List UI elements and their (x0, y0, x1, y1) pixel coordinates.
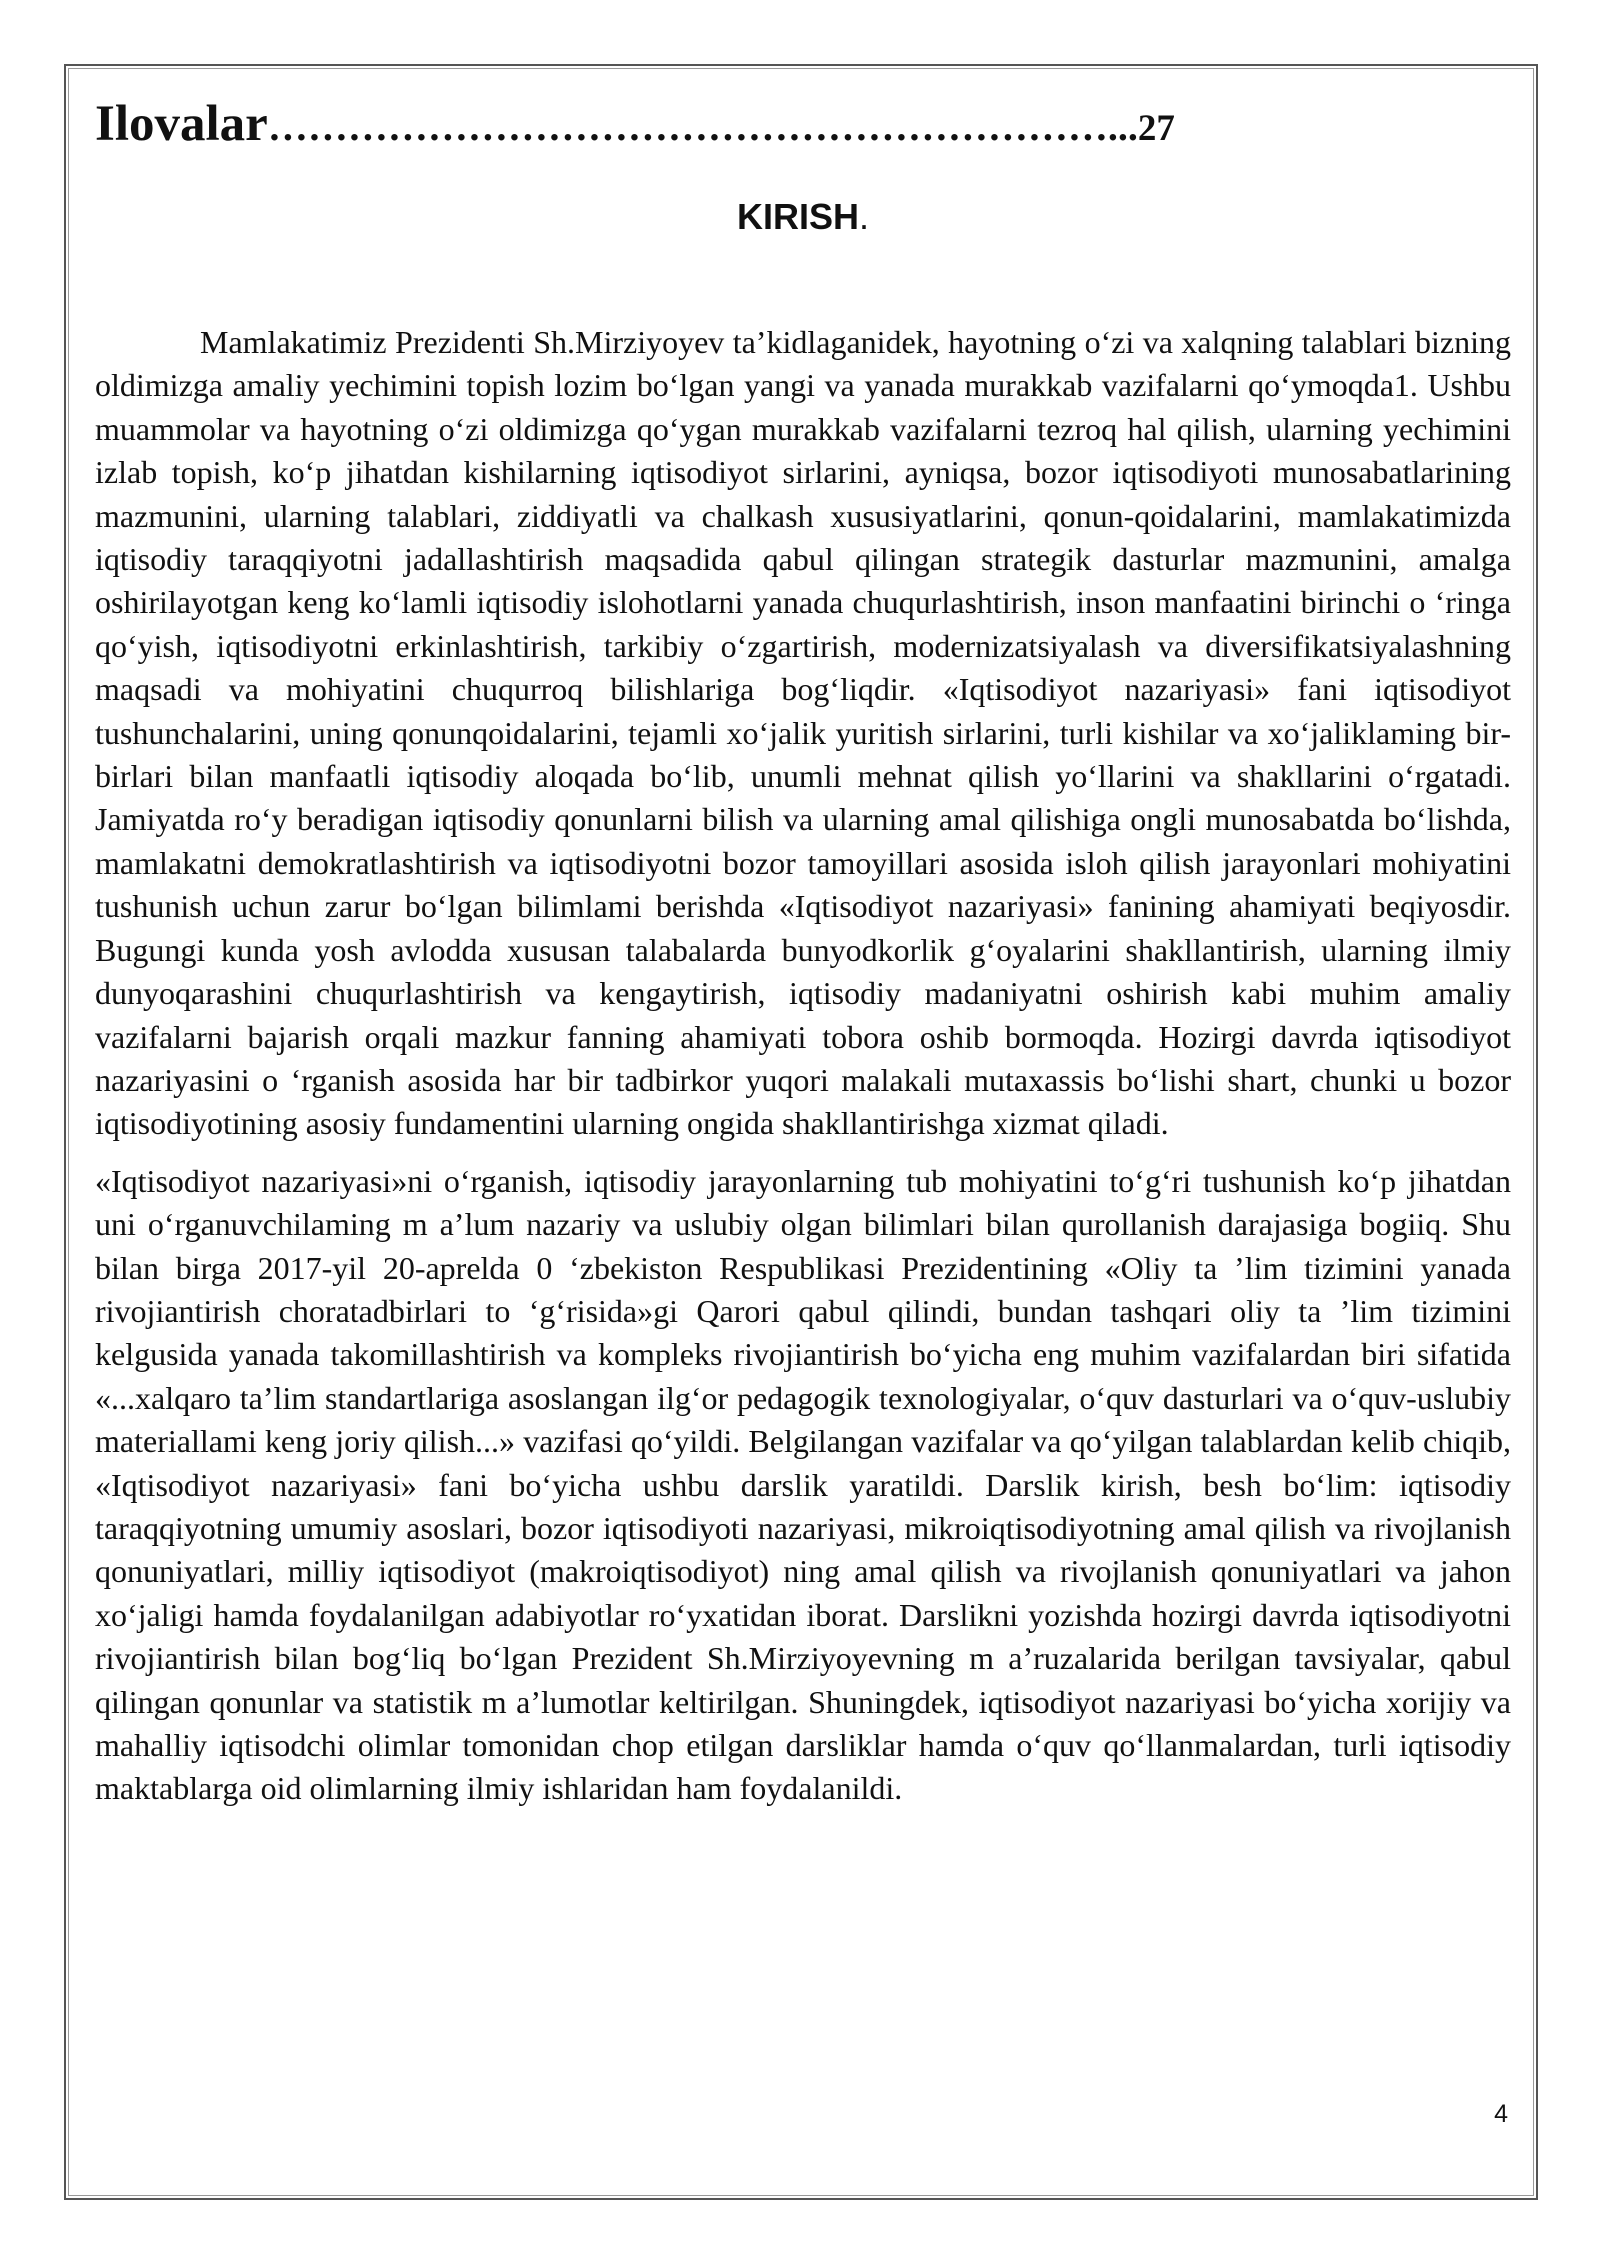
paragraph-2: «Iqtisodiyot nazariyasi»ni o‘rganish, iqtisodiy jarayonlarning tub mohiyatini to‘g‘ri tushunish ko‘p jihatdan uni o‘rganuvchilaming m a’lum nazariy va uslubiy olgan bilimlari bilan qurollanish darajasiga bogiiq. Shu bilan birga 2017-yil 20-aprelda 0 ‘zbekiston Respublikasi Prezidentining «Oliy ta ’lim tizimini yanada rivojiantirish choratadbirlari to ‘g‘risida»gi Qarori qabul qilindi, bundan tashqari oliy ta ’lim tizimini kelgusida yanada takomillashtirish va kompleks rivojiantirish bo‘yicha eng muhim vazifalardan biri sifatida «...xalqaro ta’lim standartlariga asoslangan ilg‘or pedagogik texnologiyalar, o‘quv dasturlari va o‘quv-uslubiy materiallami keng joriy qilish...» vazifasi qo‘yildi. Belgilangan vazifalar va qo‘yilgan talablardan kelib chiqib, «Iqtisodiyot nazariyasi» fani bo‘yicha ushbu darslik yaratildi. Darslik kirish, besh bo‘lim: iqtisodiy taraqqiyotning umumiy asoslari, bozor iqtisodiyoti nazariyasi, mikroiqtisodiyotning amal qilish va rivojlanish qonuniyatlari, milliy iqtisodiyot (makroiqtisodiyot) ning amal qilish va rivojlanish qonuniyatlari va jahon xo‘jaligi hamda foydalanilgan adabiyotlar ro‘yxatidan iborat. Darslikni yozishda hozirgi davrda iqtisodiyotni rivojiantirish bilan bog‘liq bo‘lgan Prezident Sh.Mirziyoyevning m a’ruzalarida berilgan tavsiyalar, qabul qilingan qonunlar va statistik m a’lumotlar keltirilgan. Shuningdek, iqtisodiyot nazariyasi bo‘yicha xorijiy va mahalliy iqtisodchi olimlar tomonidan chop etilgan darsliklar hamda o‘quv qo‘llanmalardan, turli iqtisodiy maktablarga oid olimlarning ilmiy ishlaridan ham foydalanildi. (95, 1162, 1511, 1807)
section-heading-punctuation: . (859, 196, 870, 237)
toc-entry-ilovalar[interactable] (95, 95, 1495, 153)
toc-leader-dots: ………………………………………………………... (267, 104, 1138, 149)
toc-entry-title: Ilovalar (95, 96, 268, 152)
paragraph-1: Mamlakatimiz Prezidenti Sh.Mirziyoyev ta’kidlaganidek, hayotning o‘zi va xalqning talablari bizning oldimizga amaliy yechimini topish lozim bo‘lgan yangi va yanada murakkab vazifalarni qo‘ymoqda1. Ushbu muammolar va hayotning o‘zi oldimizga qo‘ygan murakkab vazifalarni tezroq hal qilish, ularning yechimini izlab topish, ko‘p jihatdan kishilarning iqtisodiyot sirlarini, ayniqsa, bozor iqtisodiyoti munosabatlarining mazmunini, ularning talablari, ziddiyatli va chalkash xususiyatlarini, qonun-qoidalarini, mamlakatimizda iqtisodiy taraqqiyotni jadallashtirish maqsadida qabul qilingan strategik dasturlar mazmunini, amalga oshirilayotgan keng ko‘lamli iqtisodiy islohotlarni yanada chuqurlashtirish, inson manfaatini birinchi o ‘ringa qo‘yish, iqtisodiyotni erkinlashtirish, tarkibiy o‘zgartirish, modernizatsiyalash va diversifikatsiyalashning maqsadi va mohiyatini chuqurroq bilishlariga bog‘liqdir. «Iqtisodiyot nazariyasi» fani iqtisodiyot tushunchalarini, uning qonunqoidalarini, tejamli xo‘jalik yuritish sirlarini, turli kishilar va xo‘jaliklaming bir-birlari bilan manfaatli iqtisodiy aloqada bo‘lib, unumli mehnat qilish yo‘llarini va shakllarini o‘rgatadi. Jamiyatda ro‘y beradigan iqtisodiy qonunlarni bilish va ularning amal qilishiga ongli munosabatda bo‘lishda, mamlakatni demokratlashtirish va iqtisodiyotni bozor tamoyillari asosida isloh qilish jarayonlari mohiyatini tushunish uchun zarur bo‘lgan bilimlami berishda «Iqtisodiyot nazariyasi» fanining ahamiyati beqiyosdir. Bugungi kunda yosh avlodda xususan talabalarda bunyodkorlik g‘oyalarini shakllantirish, ularning ilmiy dunyoqarashini chuqurlashtirish va kengaytirish, iqtisodiy madaniyatni oshirish kabi muhim amaliy vazifalarni bajarish orqali mazkur fanning ahamiyati tobora oshib bormoqda. Hozirgi davrda iqtisodiyot nazariyasini o ‘rganish asosida har bir tadbirkor yuqori malakali mutaxassis bo‘lishi shart, chunki u bozor iqtisodiyotining asosiy fundamentini ularning ongida shakllantirishga xizmat qiladi. (95, 324, 1511, 1142)
section-heading (95, 196, 1511, 238)
body-text (95, 321, 1511, 1811)
toc-entry-page-number: 27 (1137, 108, 1175, 149)
section-heading-text: KIRISH (736, 196, 859, 237)
page-number: 4 (1494, 2100, 1508, 2128)
